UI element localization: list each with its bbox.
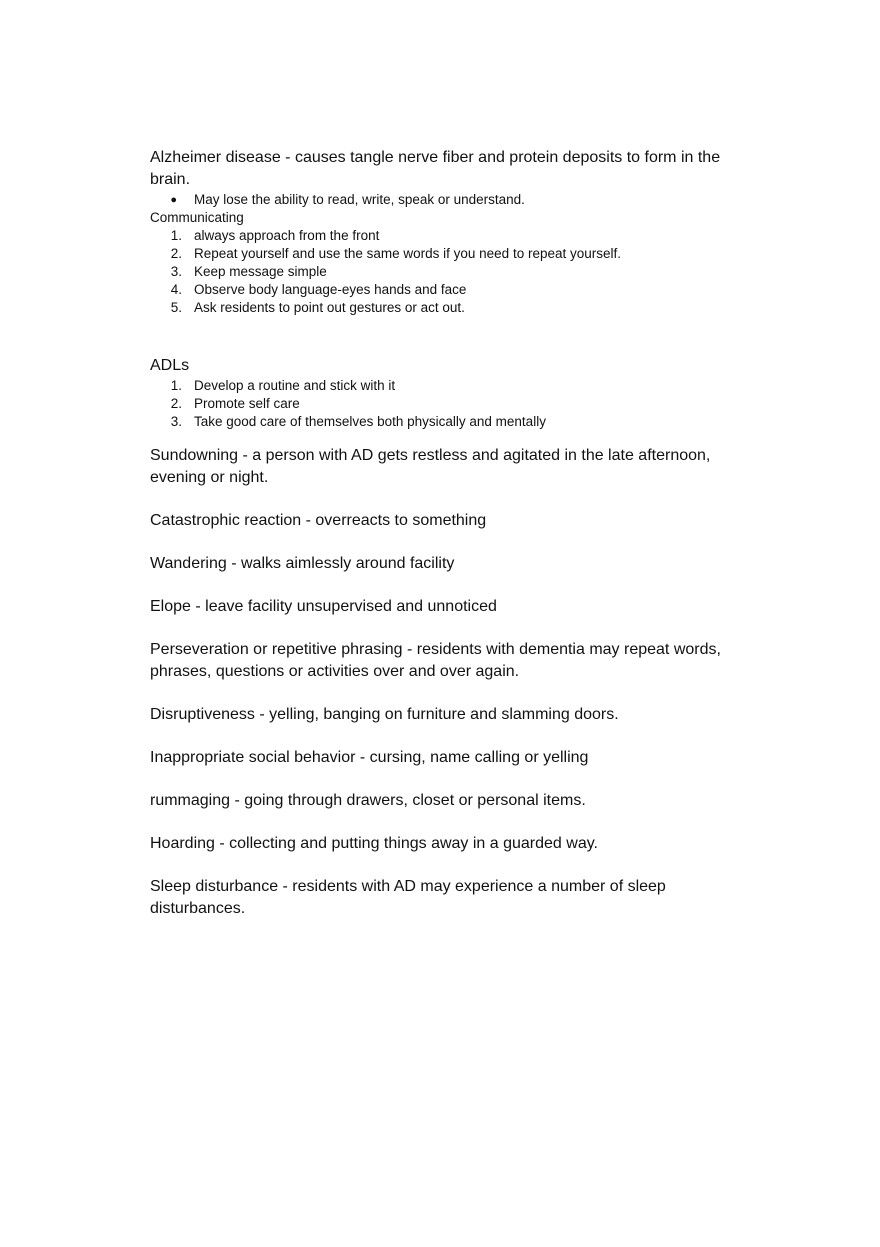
definition-sundowning: Sundowning - a person with AD gets restless and agitated in the late afternoon, evening or night.	[150, 447, 711, 486]
list-item: 3. Keep message simple	[170, 264, 327, 279]
list-item-text: always approach from the front	[194, 228, 380, 243]
intro-bullet-list	[150, 191, 750, 209]
list-item: 1. always approach from the front	[170, 228, 380, 243]
intro-paragraph: Alzheimer disease - causes tangle nerve fiber and protein deposits to form in the brain.	[150, 149, 721, 188]
adls-list	[150, 377, 750, 431]
list-item: 5. Ask residents to point out gestures or act out.	[170, 300, 465, 315]
list-item-text: Repeat yourself and use the same words if you need to repeat yourself.	[194, 246, 621, 261]
document-body	[150, 147, 750, 920]
list-item: 4. Observe body language-eyes hands and face	[170, 282, 467, 297]
list-item: 3. Take good care of themselves both physically and mentally	[170, 414, 546, 429]
definition-hoarding: Hoarding - collecting and putting things away in a guarded way.	[150, 835, 598, 852]
list-item-text: Ask residents to point out gestures or act out.	[194, 300, 465, 315]
list-item-text: Keep message simple	[194, 264, 327, 279]
definition-inappropriate-social-behavior: Inappropriate social behavior - cursing, name calling or yelling	[150, 749, 589, 766]
definition-catastrophic-reaction: Catastrophic reaction - overreacts to something	[150, 512, 487, 529]
list-item-text: Observe body language-eyes hands and face	[194, 282, 467, 297]
communicating-list	[150, 227, 750, 317]
list-item-text: Develop a routine and stick with it	[194, 378, 396, 393]
list-item-text: Take good care of themselves both physically and mentally	[194, 414, 546, 429]
list-item-text: May lose the ability to read, write, speak or understand.	[194, 192, 525, 207]
definition-elope: Elope - leave facility unsupervised and unnoticed	[150, 598, 497, 615]
definition-sleep-disturbance: Sleep disturbance - residents with AD may experience a number of sleep disturbances.	[150, 878, 666, 917]
bullet-icon: ●	[170, 194, 177, 206]
communicating-heading: Communicating	[150, 210, 244, 225]
definition-disruptiveness: Disruptiveness - yelling, banging on furniture and slamming doors.	[150, 706, 619, 723]
list-item-text: Promote self care	[194, 396, 300, 411]
definition-rummaging: rummaging - going through drawers, closet or personal items.	[150, 792, 586, 809]
list-item: 2. Promote self care	[170, 396, 300, 411]
list-item	[150, 191, 750, 209]
definition-perseveration: Perseveration or repetitive phrasing - residents with dementia may repeat words, phrases, questions or activities over and over again.	[150, 641, 721, 680]
list-item: 2. Repeat yourself and use the same words if you need to repeat yourself.	[170, 246, 621, 261]
adls-heading: ADLs	[150, 357, 190, 374]
list-item: 1. Develop a routine and stick with it	[170, 378, 396, 393]
definition-wandering: Wandering - walks aimlessly around facility	[150, 555, 455, 572]
